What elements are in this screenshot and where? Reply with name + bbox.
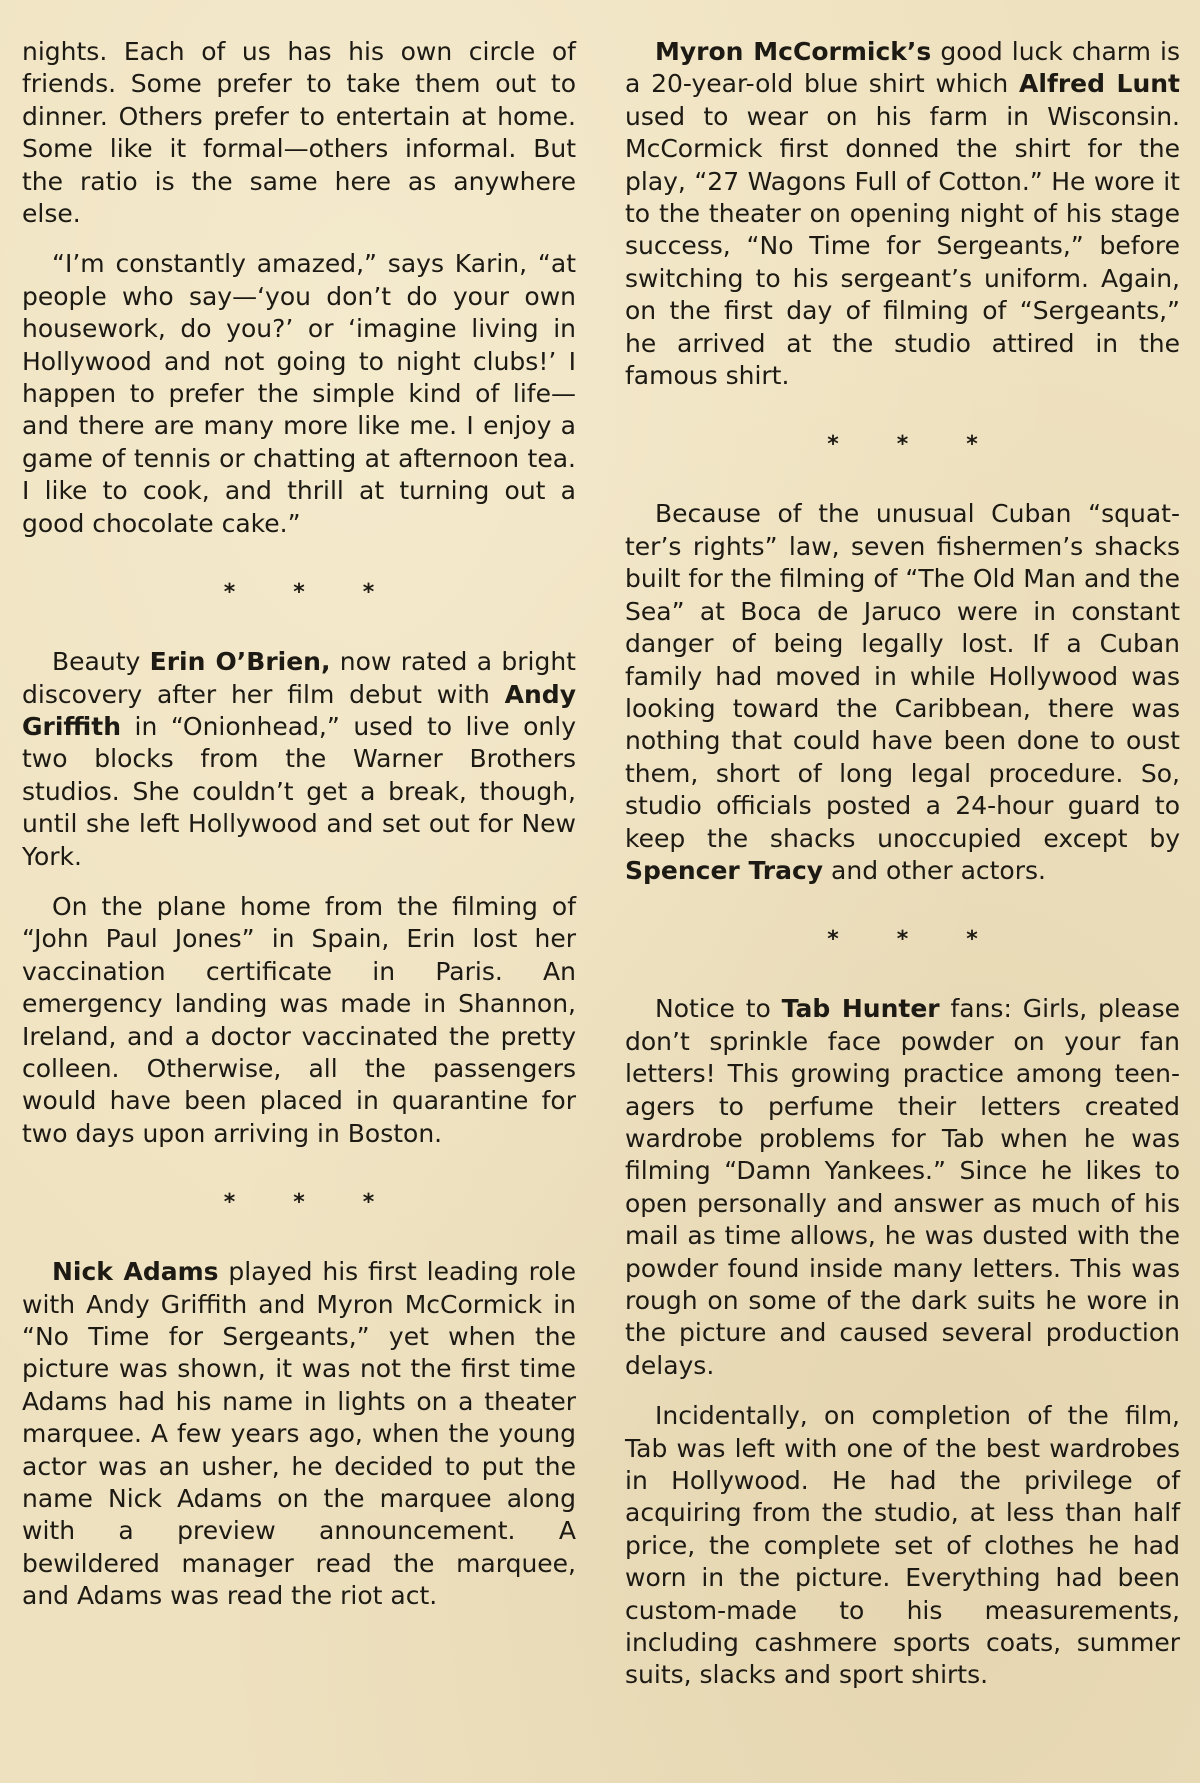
section-separator bbox=[22, 578, 576, 608]
name-nick-adams: Nick Adams bbox=[52, 1257, 219, 1287]
text-run: in “Onionhead,” used to live only two blocks from the Warner Brothers studios. She couldn’t get a break, though, until she left Hollywood and set out for New York. bbox=[22, 711, 576, 871]
name-alfred-lunt: Alfred Lunt bbox=[1019, 69, 1180, 99]
text-run: good luck charm is a 20-year-old blue shirt which bbox=[625, 37, 1180, 99]
section-separator bbox=[625, 430, 1180, 460]
name-erin-obrien: Erin O’Brien, bbox=[149, 647, 331, 677]
name-myron-mccormick: Myron McCormick’s bbox=[655, 37, 932, 66]
separator-star: * bbox=[293, 1190, 305, 1216]
separator-star: * bbox=[966, 927, 978, 953]
text-run: and other actors. bbox=[823, 855, 1046, 885]
right-column bbox=[625, 36, 1180, 1710]
name-tab-hunter: Tab Hunter bbox=[781, 994, 940, 1024]
separator-star: * bbox=[223, 580, 236, 606]
separator-star: * bbox=[896, 927, 909, 953]
section-separator bbox=[625, 925, 1180, 955]
section-separator bbox=[22, 1188, 576, 1218]
paragraph-cuban-shacks bbox=[625, 498, 1180, 887]
text-run: Because of the unusual Cuban “squatter’s rights” law, seven fishermen’s shacks built for the filming of “The Old Man and the Sea” at Boca de Jaruco were in constant danger of being legally lost. If a Cuban family had moved in while Hollywood was looking toward the Caribbean, there was nothing that could have been done to oust them, short of long legal procedure. So, studio officials posted a 24-hour guard to keep the shacks unoccupied except by bbox=[625, 499, 1180, 853]
paragraph-wardrobe: Incidentally, on completion of the film, Tab was left with one of the best wardrobes in Hollywood. He had the privilege of acquiring from the studio, at less than half price, the complete set of clothes he had worn in the picture. Everything had been custom-made to his measurements, including cashmere sports coats, summer suits, slacks and sport shirts. bbox=[625, 1401, 1180, 1690]
paragraph-karin-quote: “I’m constantly amazed,” says Karin, “at people who say—‘you don’t do your own housework, do you?’ or ‘imagine living in Hollywood and not going to night clubs!’ I happen to prefer the simple kind of life—and there are many more like me. I enjoy a game of tennis or chatting at afternoon tea. I like to cook, and thrill at turning out a good chocolate cake.” bbox=[22, 249, 576, 538]
text-run: fans: Girls, please don’t sprinkle face powder on your fan letters! This growing practice among teen-agers to perfume their letters created wardrobe problems for Tab when he was filming “Damn Yankees.” Since he likes to open personally and answer as much of his mail as time allows, he was dusted with the powder found inside many letters. This was rough on some of the dark suits he wore in the picture and caused several production delays. bbox=[625, 994, 1180, 1380]
separator-star: * bbox=[223, 1190, 236, 1216]
separator-star: * bbox=[362, 580, 375, 606]
separator-star: * bbox=[293, 580, 305, 606]
left-column bbox=[22, 36, 576, 1631]
separator-star: * bbox=[966, 432, 978, 458]
text-run: now rated a bright discovery after her film debut with bbox=[22, 647, 576, 709]
paragraph-social-circles: nights. Each of us has his own circle of friends. Some prefer to take them out to dinner. Others prefer to entertain at home. Some like it formal—others informal. But the ratio is the same here as anywhere else. bbox=[22, 37, 576, 229]
name-spencer-tracy: Spencer Tracy bbox=[625, 855, 824, 885]
paragraph-tab-hunter bbox=[625, 993, 1180, 1382]
paragraph-myron-mccormick bbox=[625, 36, 1180, 392]
text-run: played his first leading role with Andy Griffith and Myron McCormick in “No Time for Sergeants,” yet when the picture was shown, it was not the first time Adams had his name in lights on a theater marquee. A few years ago, when the young actor was an usher, he decided to put the name Nick Adams on the marquee along with a preview announcement. A bewildered manager read the marquee, and Adams was read the riot act. bbox=[22, 1257, 577, 1611]
paragraph-erin-obrien bbox=[22, 646, 576, 873]
paragraph-vaccination: On the plane home from the filming of “John Paul Jones” in Spain, Erin lost her vaccination certificate in Paris. An emergency landing was made in Shannon, Ireland, and a doctor vaccinated the pretty colleen. Otherwise, all the passengers would have been placed in quarantine for two days upon arriving in Boston. bbox=[22, 891, 576, 1148]
name-andy-griffith: Andy Griffith bbox=[22, 679, 576, 741]
text-run: used to wear on his farm in Wisconsin. McCormick first donned the shirt for the play, “27 Wagons Full of Cotton.” He wore it to the theater on opening night of his stage success, “No Time for Sergeants,” before switching to his sergeant’s uniform. Again, on the first day of filming of “Sergeants,” he arrived at the studio attired in the famous shirt. bbox=[625, 101, 1180, 391]
paragraph-nick-adams bbox=[22, 1256, 576, 1612]
text-run: Beauty bbox=[52, 647, 150, 677]
separator-star: * bbox=[896, 432, 909, 458]
separator-star: * bbox=[362, 1190, 375, 1216]
separator-star: * bbox=[827, 432, 839, 458]
separator-star: * bbox=[827, 927, 839, 953]
text-run: Notice to bbox=[655, 994, 782, 1024]
